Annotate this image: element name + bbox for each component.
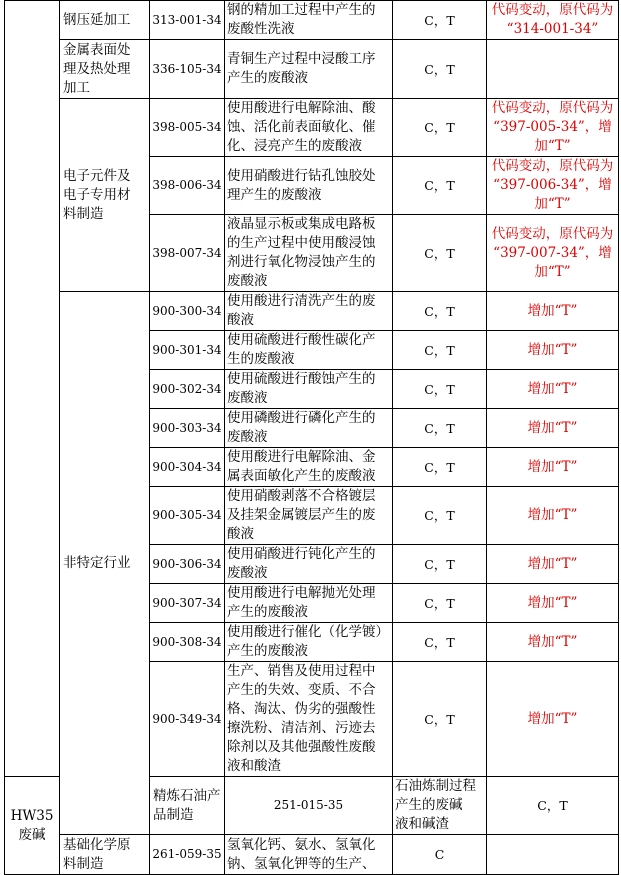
waste-code: 398-007-34 [150, 215, 225, 292]
industry-cell: 非特定行业 [60, 292, 150, 835]
change-note: 代码变动，原代码为 “397-007-34”，增 加“T” [487, 215, 619, 292]
waste-code: 900-301-34 [150, 331, 225, 370]
hazard-characteristic: C，T [487, 777, 619, 835]
waste-code: 251-015-35 [225, 777, 393, 835]
change-note: 增加“T” [487, 487, 619, 545]
hazard-characteristic: C，T [393, 292, 487, 331]
waste-description: 生产、销售及使用过程中 产生的失效、变质、不合 格、淘汰、伪劣的强酸性 擦洗粉、清洁剂、污迹去 除剂以及其他强酸性废酸 液和酸渣 [225, 662, 393, 777]
table-row [5, 40, 619, 99]
waste-code: 900-300-34 [150, 292, 225, 331]
industry-cell: 基础化学原 料制造 [60, 835, 150, 875]
waste-description: 使用硝酸剥落不合格镀层 及挂架金属镀层产生的废 酸液 [225, 487, 393, 545]
hazard-characteristic: C，T [393, 215, 487, 292]
waste-code: 398-006-34 [150, 157, 225, 215]
change-note: 增加“T” [487, 584, 619, 623]
waste-description: 青铜生产过程中浸酸工序 产生的废酸液 [225, 40, 393, 99]
waste-code: 261-059-35 [150, 835, 225, 875]
category-cell: HW35 废碱 [5, 777, 60, 875]
waste-code: 900-349-34 [150, 662, 225, 777]
hazard-characteristic: C，T [393, 1, 487, 40]
hazard-characteristic: C，T [393, 157, 487, 215]
change-note: 代码变动，原代码为 “397-005-34”，增 加“T” [487, 99, 619, 157]
industry-cell: 精炼石油产 品制造 [150, 777, 225, 835]
hazard-characteristic: C，T [393, 623, 487, 662]
waste-description: 钢的精加工过程中产生的 废酸性洗液 [225, 1, 393, 40]
waste-code: 398-005-34 [150, 99, 225, 157]
waste-code: 900-304-34 [150, 448, 225, 487]
hazard-characteristic: C，T [393, 331, 487, 370]
waste-description: 使用磷酸进行磷化产生的 废酸液 [225, 409, 393, 448]
hazard-characteristic: C，T [393, 545, 487, 584]
change-note: 增加“T” [487, 292, 619, 331]
change-note: 增加“T” [487, 662, 619, 777]
waste-code: 900-302-34 [150, 370, 225, 409]
change-note: 增加“T” [487, 409, 619, 448]
waste-code: 900-308-34 [150, 623, 225, 662]
hazardous-waste-table [4, 0, 619, 875]
waste-description: 使用硫酸进行酸蚀产生的 废酸液 [225, 370, 393, 409]
waste-code: 900-305-34 [150, 487, 225, 545]
waste-code: 900-307-34 [150, 584, 225, 623]
hazard-characteristic: C，T [393, 448, 487, 487]
table-row [5, 835, 619, 875]
change-note: 增加“T” [487, 623, 619, 662]
hazard-characteristic: C，T [393, 370, 487, 409]
change-note [487, 40, 619, 99]
waste-code: 336-105-34 [150, 40, 225, 99]
waste-description: 使用硝酸进行钝化产生的 废酸液 [225, 545, 393, 584]
change-note: 代码变动，原代码为 “314-001-34” [487, 1, 619, 40]
waste-code: 900-303-34 [150, 409, 225, 448]
hazard-characteristic: C，T [393, 409, 487, 448]
waste-description: 使用酸进行电解除油、酸 蚀、活化前表面敏化、催 化、浸亮产生的废酸液 [225, 99, 393, 157]
change-note: 代码变动，原代码为 “397-006-34”，增 加“T” [487, 157, 619, 215]
table-row [5, 1, 619, 40]
hazard-characteristic: C，T [393, 584, 487, 623]
waste-code: 313-001-34 [150, 1, 225, 40]
waste-description: 氢氧化钙、氨水、氢氧化 钠、氢氧化钾等的生产、 [225, 835, 393, 875]
change-note [487, 835, 619, 875]
waste-description: 液晶显示板或集成电路板 的生产过程中使用酸浸蚀 剂进行氧化物浸蚀产生的 废酸液 [225, 215, 393, 292]
waste-description: 使用酸进行清洗产生的废 酸液 [225, 292, 393, 331]
industry-cell: 金属表面处 理及热处理 加工 [60, 40, 150, 99]
waste-description: 使用硝酸进行钻孔蚀胶处 理产生的废酸液 [225, 157, 393, 215]
waste-description: 石油炼制过程产生的废碱 液和碱渣 [393, 777, 487, 835]
industry-cell: 电子元件及 电子专用材 料制造 [60, 99, 150, 292]
waste-description: 使用酸进行电解抛光处理 产生的废酸液 [225, 584, 393, 623]
table-row [5, 99, 619, 157]
hazard-characteristic: C，T [393, 99, 487, 157]
hazard-characteristic: C，T [393, 662, 487, 777]
change-note: 增加“T” [487, 331, 619, 370]
hazard-characteristic: C，T [393, 487, 487, 545]
hazard-characteristic: C，T [393, 40, 487, 99]
table-row [5, 292, 619, 331]
change-note: 增加“T” [487, 545, 619, 584]
change-note: 增加“T” [487, 370, 619, 409]
hazard-characteristic: C [393, 835, 487, 875]
waste-code: 900-306-34 [150, 545, 225, 584]
change-note: 增加“T” [487, 448, 619, 487]
waste-description: 使用酸进行催化（化学镀） 产生的废酸液 [225, 623, 393, 662]
industry-cell: 钢压延加工 [60, 1, 150, 40]
category-cell-continued [5, 1, 60, 777]
waste-description: 使用酸进行电解除油、金 属表面敏化产生的废酸液 [225, 448, 393, 487]
waste-description: 使用硫酸进行酸性碳化产 生的废酸液 [225, 331, 393, 370]
